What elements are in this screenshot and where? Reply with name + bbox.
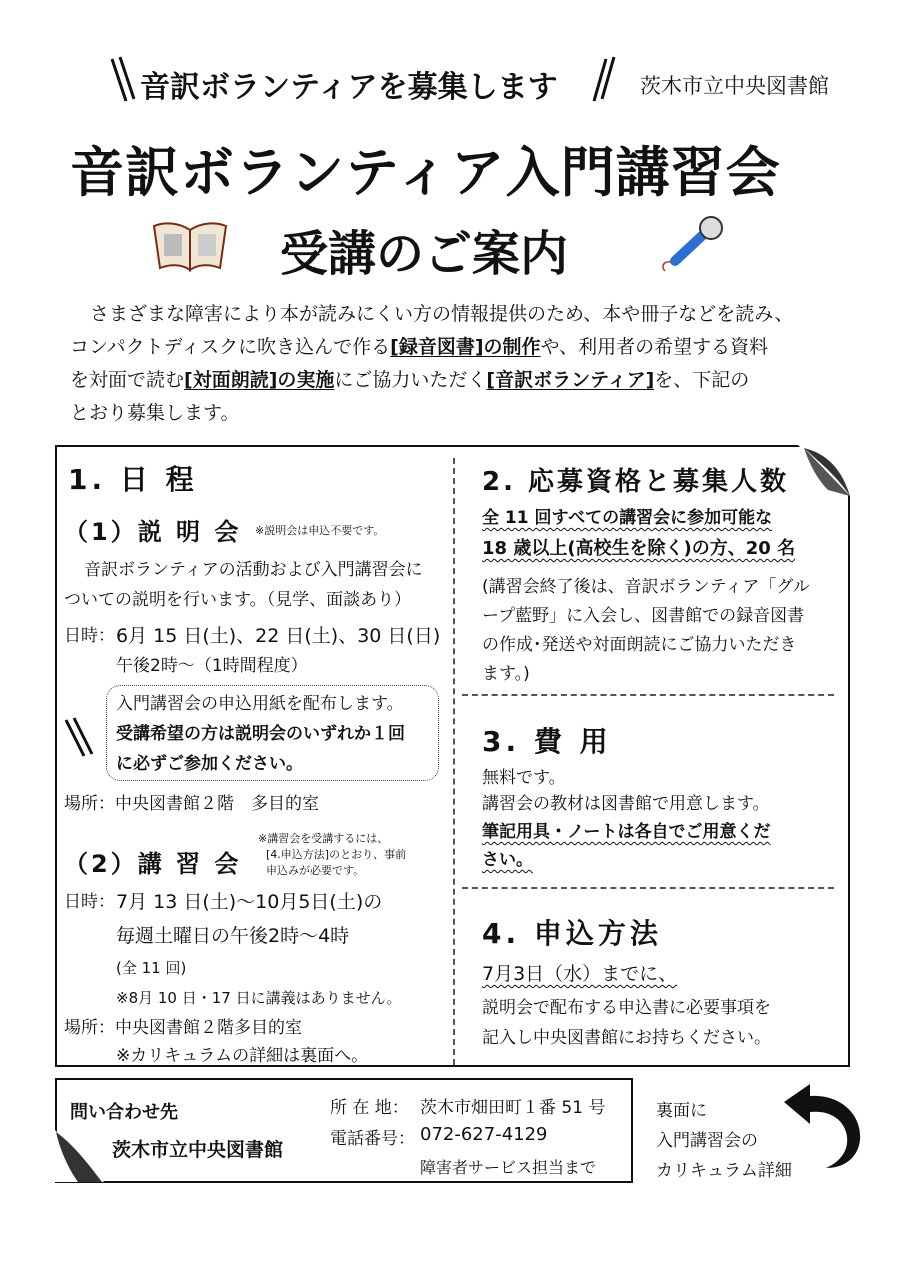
eligibility-line-1: 全 11 回すべての講習会に参加可能な (482, 508, 773, 528)
page-subtitle: 受講のご案内 (280, 226, 569, 282)
course-note-3: 申込みが必要です。 (266, 864, 365, 877)
intro-2a: コンパクトディスクに吹き込んで作る (70, 336, 391, 358)
briefing-dates: 6月 15 日(土)、22 日(土)、30 日(日) (116, 625, 441, 647)
phone-number: 072-627-4129 (420, 1124, 548, 1145)
apply-line-2: 説明会で配布する申込書に必要事項を (482, 998, 771, 1018)
briefing-time: 午後2時〜（1時間程度） (116, 656, 308, 676)
course-place: 場所：中央図書館２階多目的室 (64, 1018, 302, 1038)
address-value: 茨木市畑田町１番 51 号 (420, 1098, 606, 1118)
eligibility-note-3: の作成･発送や対面朗読にご協力いただき (482, 635, 797, 655)
volunteer-term: [音訳ボランティア] (486, 369, 655, 391)
page-title: 音訳ボランティア入門講習会 (70, 141, 781, 204)
department: 障害者サービス担当まで (420, 1158, 597, 1177)
address-label: 所 在 地： (330, 1098, 409, 1118)
course-dates: 7月 13 日(土)〜10月5日(土)の (116, 891, 383, 913)
eligibility-title: 2. 応募資格と募集人数 (482, 467, 790, 497)
divider-1 (462, 694, 834, 696)
intro-line-3 (70, 364, 850, 397)
header-slash-right (588, 55, 618, 109)
header-slash-left (108, 55, 138, 109)
contact-label: 問い合わせ先 (70, 1102, 178, 1123)
eligibility-note-4: ます。) (482, 664, 530, 684)
intro-line-4: とおり募集します。 (70, 402, 240, 424)
intro-3c: にご協力いただく (334, 369, 487, 391)
notice-line-2: 受講希望の方は説明会のいずれか１回 (116, 724, 405, 744)
notice-line-3: に必ずご参加ください。 (116, 754, 303, 774)
phone-label: 電話番号： (330, 1129, 415, 1149)
notice-line-1: 入門講習会の申込用紙を配布します。 (116, 694, 404, 714)
course-count: (全 11 回) (116, 959, 187, 977)
intro-text (70, 298, 850, 430)
briefing-desc-2: ついての説明を行います。（見学、面談あり） (64, 590, 412, 610)
course-skip: ※8月 10 日・17 日に講義はありません。 (116, 989, 402, 1007)
intro-2c: や、利用者の希望する資料 (540, 336, 769, 358)
briefing-place: 場所：中央図書館２階 多目的室 (64, 794, 319, 814)
course-note-2: [4.申込方法]のとおり、事前 (266, 848, 407, 861)
curriculum-note: ※カリキュラムの詳細は裏面へ。 (116, 1046, 369, 1066)
face-reading-term: [対面朗読]の実施 (184, 369, 335, 391)
intro-line-2 (70, 331, 850, 364)
back-note-2: 入門講習会の (656, 1131, 758, 1151)
briefing-desc-1: 音訳ボランティアの活動および入門講習会に (84, 560, 423, 580)
schedule-title: 1. 日 程 (68, 463, 198, 496)
organization-name: 茨木市立中央図書館 (640, 74, 829, 98)
briefing-date-label: 日時： (64, 626, 115, 646)
course-time: 毎週土曜日の午後2時〜4時 (116, 925, 350, 947)
curved-arrow-icon (770, 1080, 870, 1184)
eligibility-line-2: 18 歳以上(高校生を除く)の方、20 名 (482, 538, 796, 559)
divider-2 (462, 887, 834, 889)
recruit-line: 音訳ボランティアを募集します (140, 70, 558, 105)
fee-line-4: さい。 (482, 850, 533, 870)
back-note-1: 裏面に (656, 1101, 707, 1121)
column-divider (453, 458, 455, 1065)
intro-3a: を対面で読む (70, 369, 185, 391)
microphone-icon (655, 215, 730, 279)
eligibility-note-2: ープ藍野」に入会し、図書館での録音図書 (482, 606, 805, 626)
fee-line-2: 講習会の教材は図書館で用意します。 (482, 794, 770, 814)
course-date-label: 日時： (64, 892, 115, 912)
apply-line-3: 記入し中央図書館にお持ちください。 (482, 1028, 771, 1048)
course-subtitle: （2）講 習 会 (64, 850, 242, 878)
pencil-marks-icon (62, 716, 96, 764)
back-note-3: カリキュラム詳細 (656, 1161, 792, 1181)
open-book-icon (150, 212, 230, 278)
briefing-note: ※説明会は申込不要です。 (255, 524, 385, 537)
intro-line-1: さまざまな障害により本が読みにくい方の情報提供のため、本や冊子などを読み、 (90, 303, 794, 325)
apply-line-1: 7月3日（水）までに、 (482, 963, 678, 985)
eligibility-note-1: (講習会終了後は、音訳ボランティア「グル (482, 577, 810, 597)
contact-org: 茨木市立中央図書館 (112, 1139, 284, 1161)
apply-title: 4. 申込方法 (482, 917, 662, 950)
recording-books-term: [録音図書]の制作 (390, 336, 541, 358)
folded-corner-top-right (798, 444, 852, 504)
intro-3e: を、下記の (654, 369, 750, 391)
course-note-1: ※講習会を受講するには、 (258, 832, 389, 845)
fee-title: 3. 費 用 (482, 725, 612, 758)
fee-line-1: 無料です。 (482, 768, 566, 788)
fee-line-3: 筆記用具・ノートは各自でご用意くだ (482, 822, 771, 842)
folded-corner-bottom-left (54, 1128, 106, 1188)
briefing-subtitle: （1）説 明 会 (64, 518, 242, 546)
